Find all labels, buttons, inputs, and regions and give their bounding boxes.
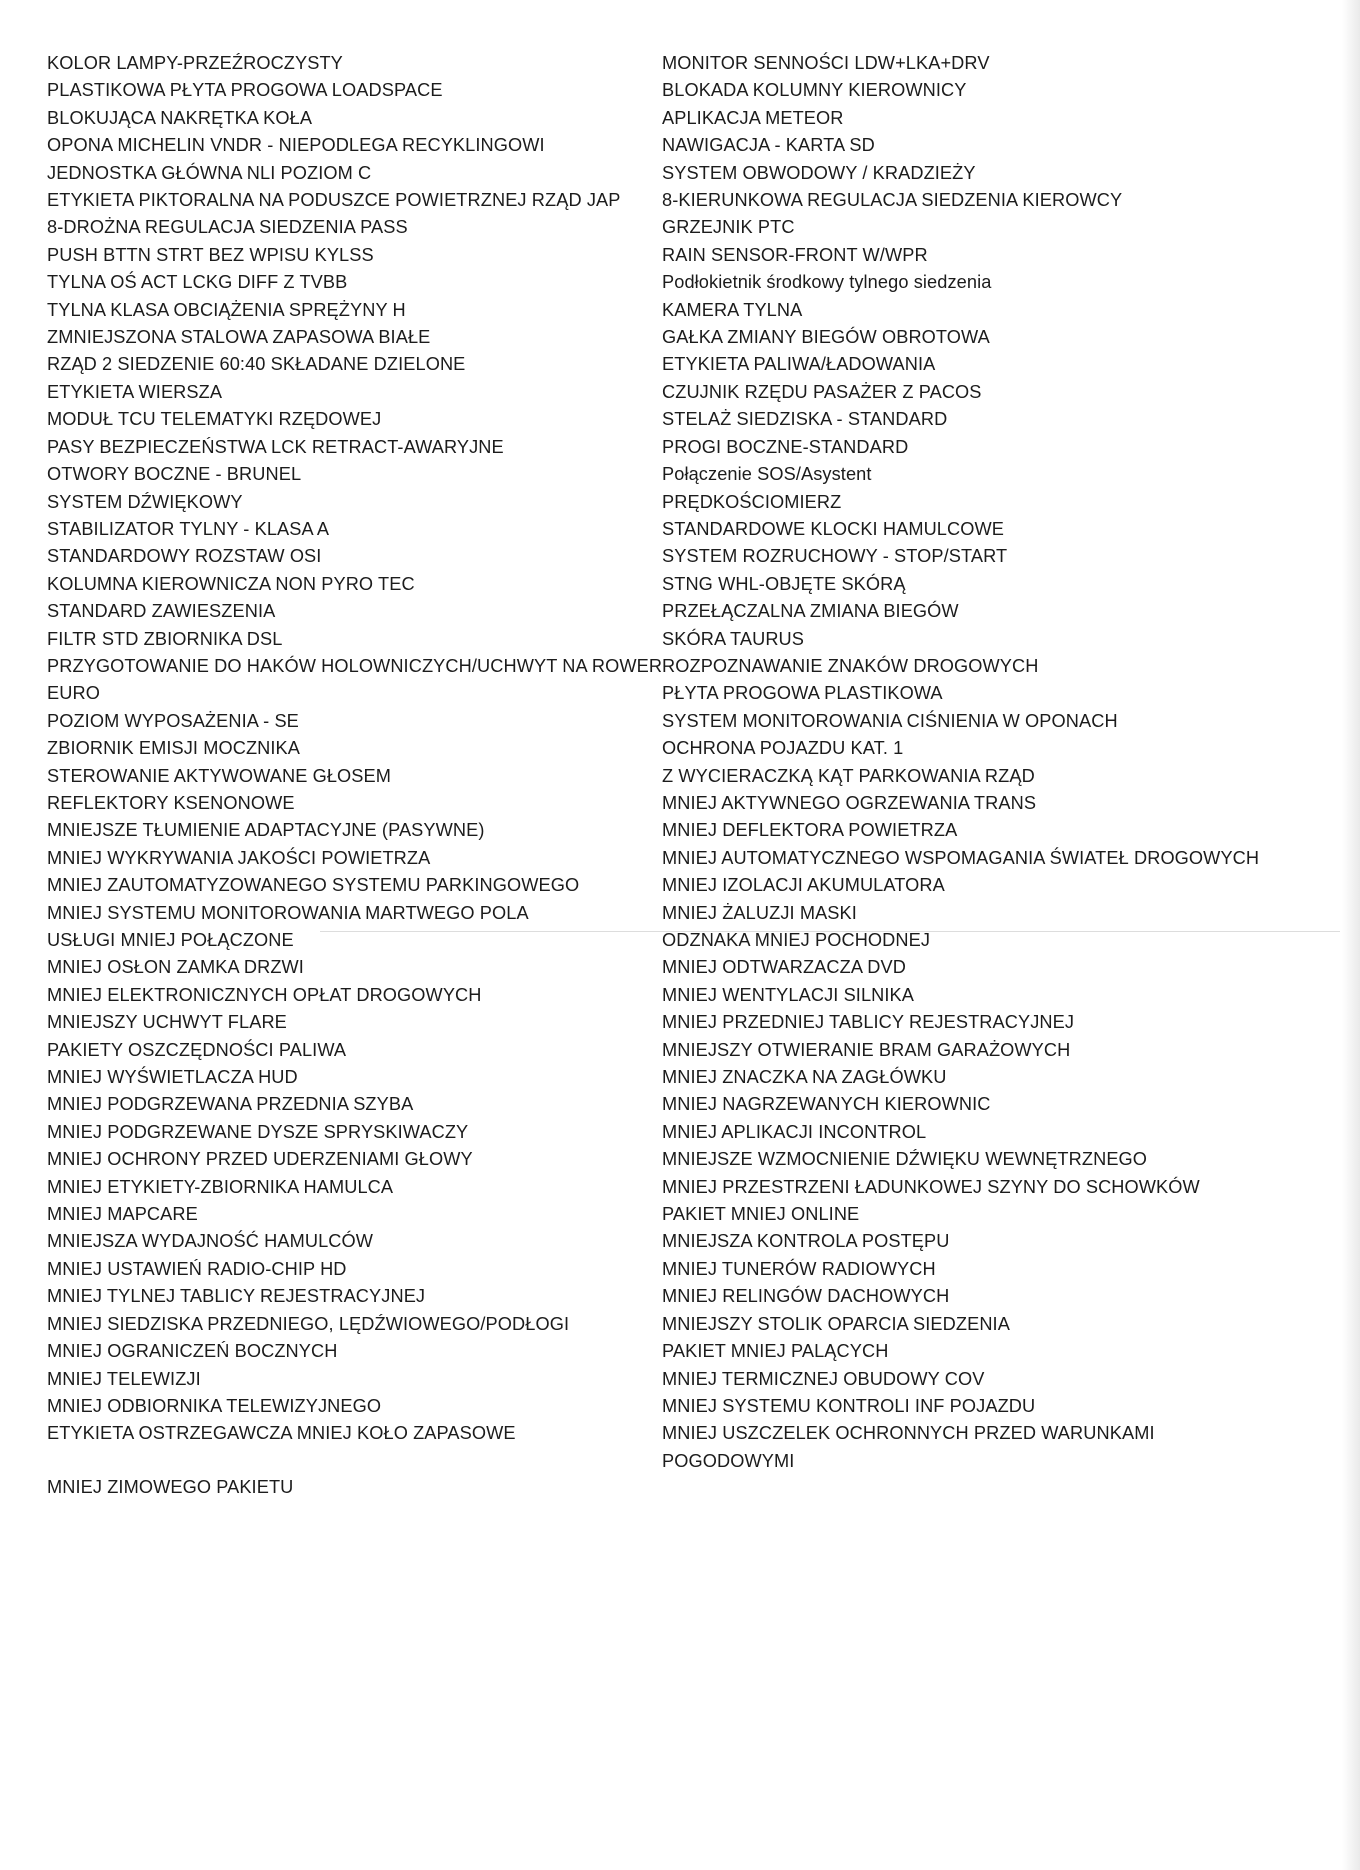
list-item: RZĄD 2 SIEDZENIE 60:40 SKŁADANE DZIELONE <box>47 354 466 375</box>
list-item: MNIEJ ZAUTOMATYZOWANEGO SYSTEMU PARKINGOWEGO <box>47 875 580 896</box>
list-item: ETYKIETA WIERSZA <box>47 381 223 402</box>
list-item: BLOKADA KOLUMNY KIEROWNICY <box>662 80 967 101</box>
list-item: STELAŻ SIEDZISKA - STANDARD <box>662 409 948 430</box>
list-item: KOLUMNA KIEROWNICZA NON PYRO TEC <box>47 573 415 594</box>
list-item: TYLNA KLASA OBCIĄŻENIA SPRĘŻYNY H <box>47 299 406 320</box>
list-item: STANDARDOWE KLOCKI HAMULCOWE <box>662 518 1004 539</box>
list-item: MNIEJ WYŚWIETLACZA HUD <box>47 1067 298 1088</box>
list-item: TYLNA OŚ ACT LCKG DIFF Z TVBB <box>47 272 348 293</box>
list-item: MNIEJ ŻALUZJI MASKI <box>662 902 857 923</box>
list-item: MNIEJ RELINGÓW DACHOWYCH <box>662 1286 950 1307</box>
list-item: NAWIGACJA - KARTA SD <box>662 135 875 156</box>
list-item: USŁUGI MNIEJ POŁĄCZONE <box>47 930 294 950</box>
right-equipment-list <box>662 50 1342 1475</box>
list-item: MNIEJ SYSTEMU KONTROLI INF POJAZDU <box>662 1395 1036 1416</box>
right-equipment-column <box>662 50 1342 1475</box>
left-equipment-column <box>47 50 662 1501</box>
list-item: MNIEJSZE TŁUMIENIE ADAPTACYJNE (PASYWNE) <box>47 820 485 841</box>
list-item: MNIEJ SIEDZISKA PRZEDNIEGO, LĘDŹWIOWEGO/PODŁOGI <box>47 1313 570 1334</box>
list-item: PAKIET MNIEJ PALĄCYCH <box>662 1341 889 1362</box>
list-item: MNIEJ PODGRZEWANE DYSZE SPRYSKIWACZY <box>47 1121 469 1142</box>
list-item: STABILIZATOR TYLNY - KLASA A <box>47 518 330 539</box>
list-item: CZUJNIK RZĘDU PASAŻER Z PACOS <box>662 381 982 402</box>
list-item: MNIEJSZA WYDAJNOŚĆ HAMULCÓW <box>47 1231 374 1252</box>
list-item: PŁYTA PROGOWA PLASTIKOWA <box>662 683 943 704</box>
list-item: MNIEJ TYLNEJ TABLICY REJESTRACYJNEJ <box>47 1286 426 1307</box>
list-item: JEDNOSTKA GŁÓWNA NLI POZIOM C <box>47 162 372 183</box>
list-item: MNIEJ SYSTEMU MONITOROWANIA MARTWEGO POLA <box>47 902 529 923</box>
list-item: MNIEJ APLIKACJI INCONTROL <box>662 1121 927 1142</box>
list-item: RAIN SENSOR-FRONT W/WPR <box>662 244 928 265</box>
list-item: PUSH BTTN STRT BEZ WPISU KYLSS <box>47 244 374 265</box>
list-item: GRZEJNIK PTC <box>662 217 795 238</box>
list-item: MONITOR SENNOŚCI LDW+LKA+DRV <box>662 53 990 73</box>
list-item: MNIEJ IZOLACJI AKUMULATORA <box>662 875 945 896</box>
list-item: MNIEJ AKTYWNEGO OGRZEWANIA TRANS <box>662 792 1037 813</box>
list-item: MNIEJ PRZEDNIEJ TABLICY REJESTRACYJNEJ <box>662 1012 1075 1033</box>
list-item: 8-KIERUNKOWA REGULACJA SIEDZENIA KIEROWCY <box>662 190 1123 211</box>
list-item: PRZEŁĄCZALNA ZMIANA BIEGÓW <box>662 601 959 622</box>
list-item: APLIKACJA METEOR <box>662 107 844 128</box>
list-item: MNIEJSZY STOLIK OPARCIA SIEDZENIA <box>662 1313 1010 1334</box>
list-item: MNIEJ TERMICZNEJ OBUDOWY COV <box>662 1368 985 1389</box>
list-item: GAŁKA ZMIANY BIEGÓW OBROTOWA <box>662 327 990 348</box>
list-item: 8-DROŻNA REGULACJA SIEDZENIA PASS <box>47 217 408 238</box>
list-item: ETYKIETA OSTRZEGAWCZA MNIEJ KOŁO ZAPASOWE <box>47 1423 516 1444</box>
list-item: REFLEKTORY KSENONOWE <box>47 792 295 813</box>
list-item: PASY BEZPIECZEŃSTWA LCK RETRACT-AWARYJNE <box>47 436 504 457</box>
list-item: MNIEJ PODGRZEWANA PRZEDNIA SZYBA <box>47 1094 414 1115</box>
list-item: MNIEJ ZNACZKA NA ZAGŁÓWKU <box>662 1067 947 1088</box>
list-item: MNIEJ ODBIORNIKA TELEWIZYJNEGO <box>47 1395 382 1416</box>
list-item: MNIEJ MAPCARE <box>47 1204 198 1225</box>
list-item: OPONA MICHELIN VNDR - NIEPODLEGA RECYKLINGOWI <box>47 135 545 156</box>
scan-edge-shadow <box>1342 0 1360 1870</box>
list-item: OCHRONA POJAZDU KAT. 1 <box>662 738 904 759</box>
list-item: BLOKUJĄCA NAKRĘTKA KOŁA <box>47 107 313 128</box>
list-item: SYSTEM ROZRUCHOWY - STOP/START <box>662 546 1008 567</box>
list-item: PLASTIKOWA PŁYTA PROGOWA LOADSPACE <box>47 80 443 101</box>
list-item: OTWORY BOCZNE - BRUNEL <box>47 464 302 485</box>
list-item: MNIEJSZY OTWIERANIE BRAM GARAŻOWYCH <box>662 1039 1071 1060</box>
list-item: STANDARDOWY ROZSTAW OSI <box>47 546 322 567</box>
list-item: STANDARD ZAWIESZENIA <box>47 601 276 622</box>
list-item: MNIEJ DEFLEKTORA POWIETRZA <box>662 820 958 841</box>
list-item: EURO <box>47 683 100 704</box>
list-item: ODZNAKA MNIEJ POCHODNEJ <box>662 930 931 950</box>
list-item-wrapped: MNIEJ USZCZELEK OCHRONNYCH PRZED WARUNKAMI POGODOWYMI <box>662 1423 1155 1471</box>
list-item: SYSTEM OBWODOWY / KRADZIEŻY <box>662 162 976 183</box>
list-item: SYSTEM DŹWIĘKOWY <box>47 491 243 512</box>
list-item: MNIEJ WYKRYWANIA JAKOŚCI POWIETRZA <box>47 847 431 868</box>
list-item: FILTR STD ZBIORNIKA DSL <box>47 628 283 649</box>
list-item: MNIEJ PRZESTRZENI ŁADUNKOWEJ SZYNY DO SCHOWKÓW <box>662 1176 1200 1197</box>
list-item: ETYKIETA PIKTORALNA NA PODUSZCE POWIETRZNEJ RZĄD JAP <box>47 190 621 211</box>
left-equipment-list <box>47 50 662 1501</box>
list-item: Z WYCIERACZKĄ KĄT PARKOWANIA RZĄD <box>662 765 1035 786</box>
list-item-last: MNIEJ ZIMOWEGO PAKIETU <box>47 1476 294 1497</box>
list-item: MNIEJ OGRANICZEŃ BOCZNYCH <box>47 1341 338 1362</box>
list-item: POZIOM WYPOSAŻENIA - SE <box>47 710 299 731</box>
list-item: MNIEJ USTAWIEŃ RADIO-CHIP HD <box>47 1258 347 1279</box>
list-item: STEROWANIE AKTYWOWANE GŁOSEM <box>47 765 392 786</box>
list-item: MNIEJ TUNERÓW RADIOWYCH <box>662 1258 936 1279</box>
list-item: MNIEJSZY UCHWYT FLARE <box>47 1012 287 1033</box>
list-item: MNIEJ NAGRZEWANYCH KIEROWNIC <box>662 1094 991 1115</box>
paper-fold-line <box>320 931 1340 932</box>
list-item: Połączenie SOS/Asystent <box>662 464 872 485</box>
list-item: KOLOR LAMPY-PRZEŹROCZYSTY <box>47 53 343 73</box>
list-item: PROGI BOCZNE-STANDARD <box>662 436 909 457</box>
list-item: PAKIETY OSZCZĘDNOŚCI PALIWA <box>47 1039 347 1060</box>
list-item: ZMNIEJSZONA STALOWA ZAPASOWA BIAŁE <box>47 327 431 348</box>
list-item: PRZYGOTOWANIE DO HAKÓW HOLOWNICZYCH/UCHWYT NA ROWER <box>47 655 663 676</box>
list-item: PRĘDKOŚCIOMIERZ <box>662 491 842 512</box>
list-item: PAKIET MNIEJ ONLINE <box>662 1204 860 1225</box>
list-item: MNIEJ AUTOMATYCZNEGO WSPOMAGANIA ŚWIATEŁ DROGOWYCH <box>662 847 1260 868</box>
list-item: STNG WHL-OBJĘTE SKÓRĄ <box>662 573 906 594</box>
list-item: Podłokietnik środkowy tylnego siedzenia <box>662 272 992 293</box>
list-item: MNIEJ WENTYLACJI SILNIKA <box>662 984 915 1005</box>
list-item: MNIEJSZE WZMOCNIENIE DŹWIĘKU WEWNĘTRZNEGO <box>662 1149 1148 1170</box>
list-item: MNIEJSZA KONTROLA POSTĘPU <box>662 1231 950 1252</box>
list-item: MODUŁ TCU TELEMATYKI RZĘDOWEJ <box>47 409 382 430</box>
list-item: MNIEJ ELEKTRONICZNYCH OPŁAT DROGOWYCH <box>47 984 482 1005</box>
list-item: ROZPOZNAWANIE ZNAKÓW DROGOWYCH <box>662 655 1039 676</box>
list-item: MNIEJ ODTWARZACZA DVD <box>662 957 906 978</box>
list-item: SYSTEM MONITOROWANIA CIŚNIENIA W OPONACH <box>662 710 1118 731</box>
list-item: ETYKIETA PALIWA/ŁADOWANIA <box>662 354 936 375</box>
list-item: KAMERA TYLNA <box>662 299 803 320</box>
list-item: MNIEJ TELEWIZJI <box>47 1368 201 1389</box>
list-item: MNIEJ OSŁON ZAMKA DRZWI <box>47 957 304 978</box>
list-item: MNIEJ ETYKIETY-ZBIORNIKA HAMULCA <box>47 1176 394 1197</box>
list-item: SKÓRA TAURUS <box>662 628 805 649</box>
list-item: ZBIORNIK EMISJI MOCZNIKA <box>47 738 301 759</box>
list-item: MNIEJ OCHRONY PRZED UDERZENIAMI GŁOWY <box>47 1149 473 1170</box>
